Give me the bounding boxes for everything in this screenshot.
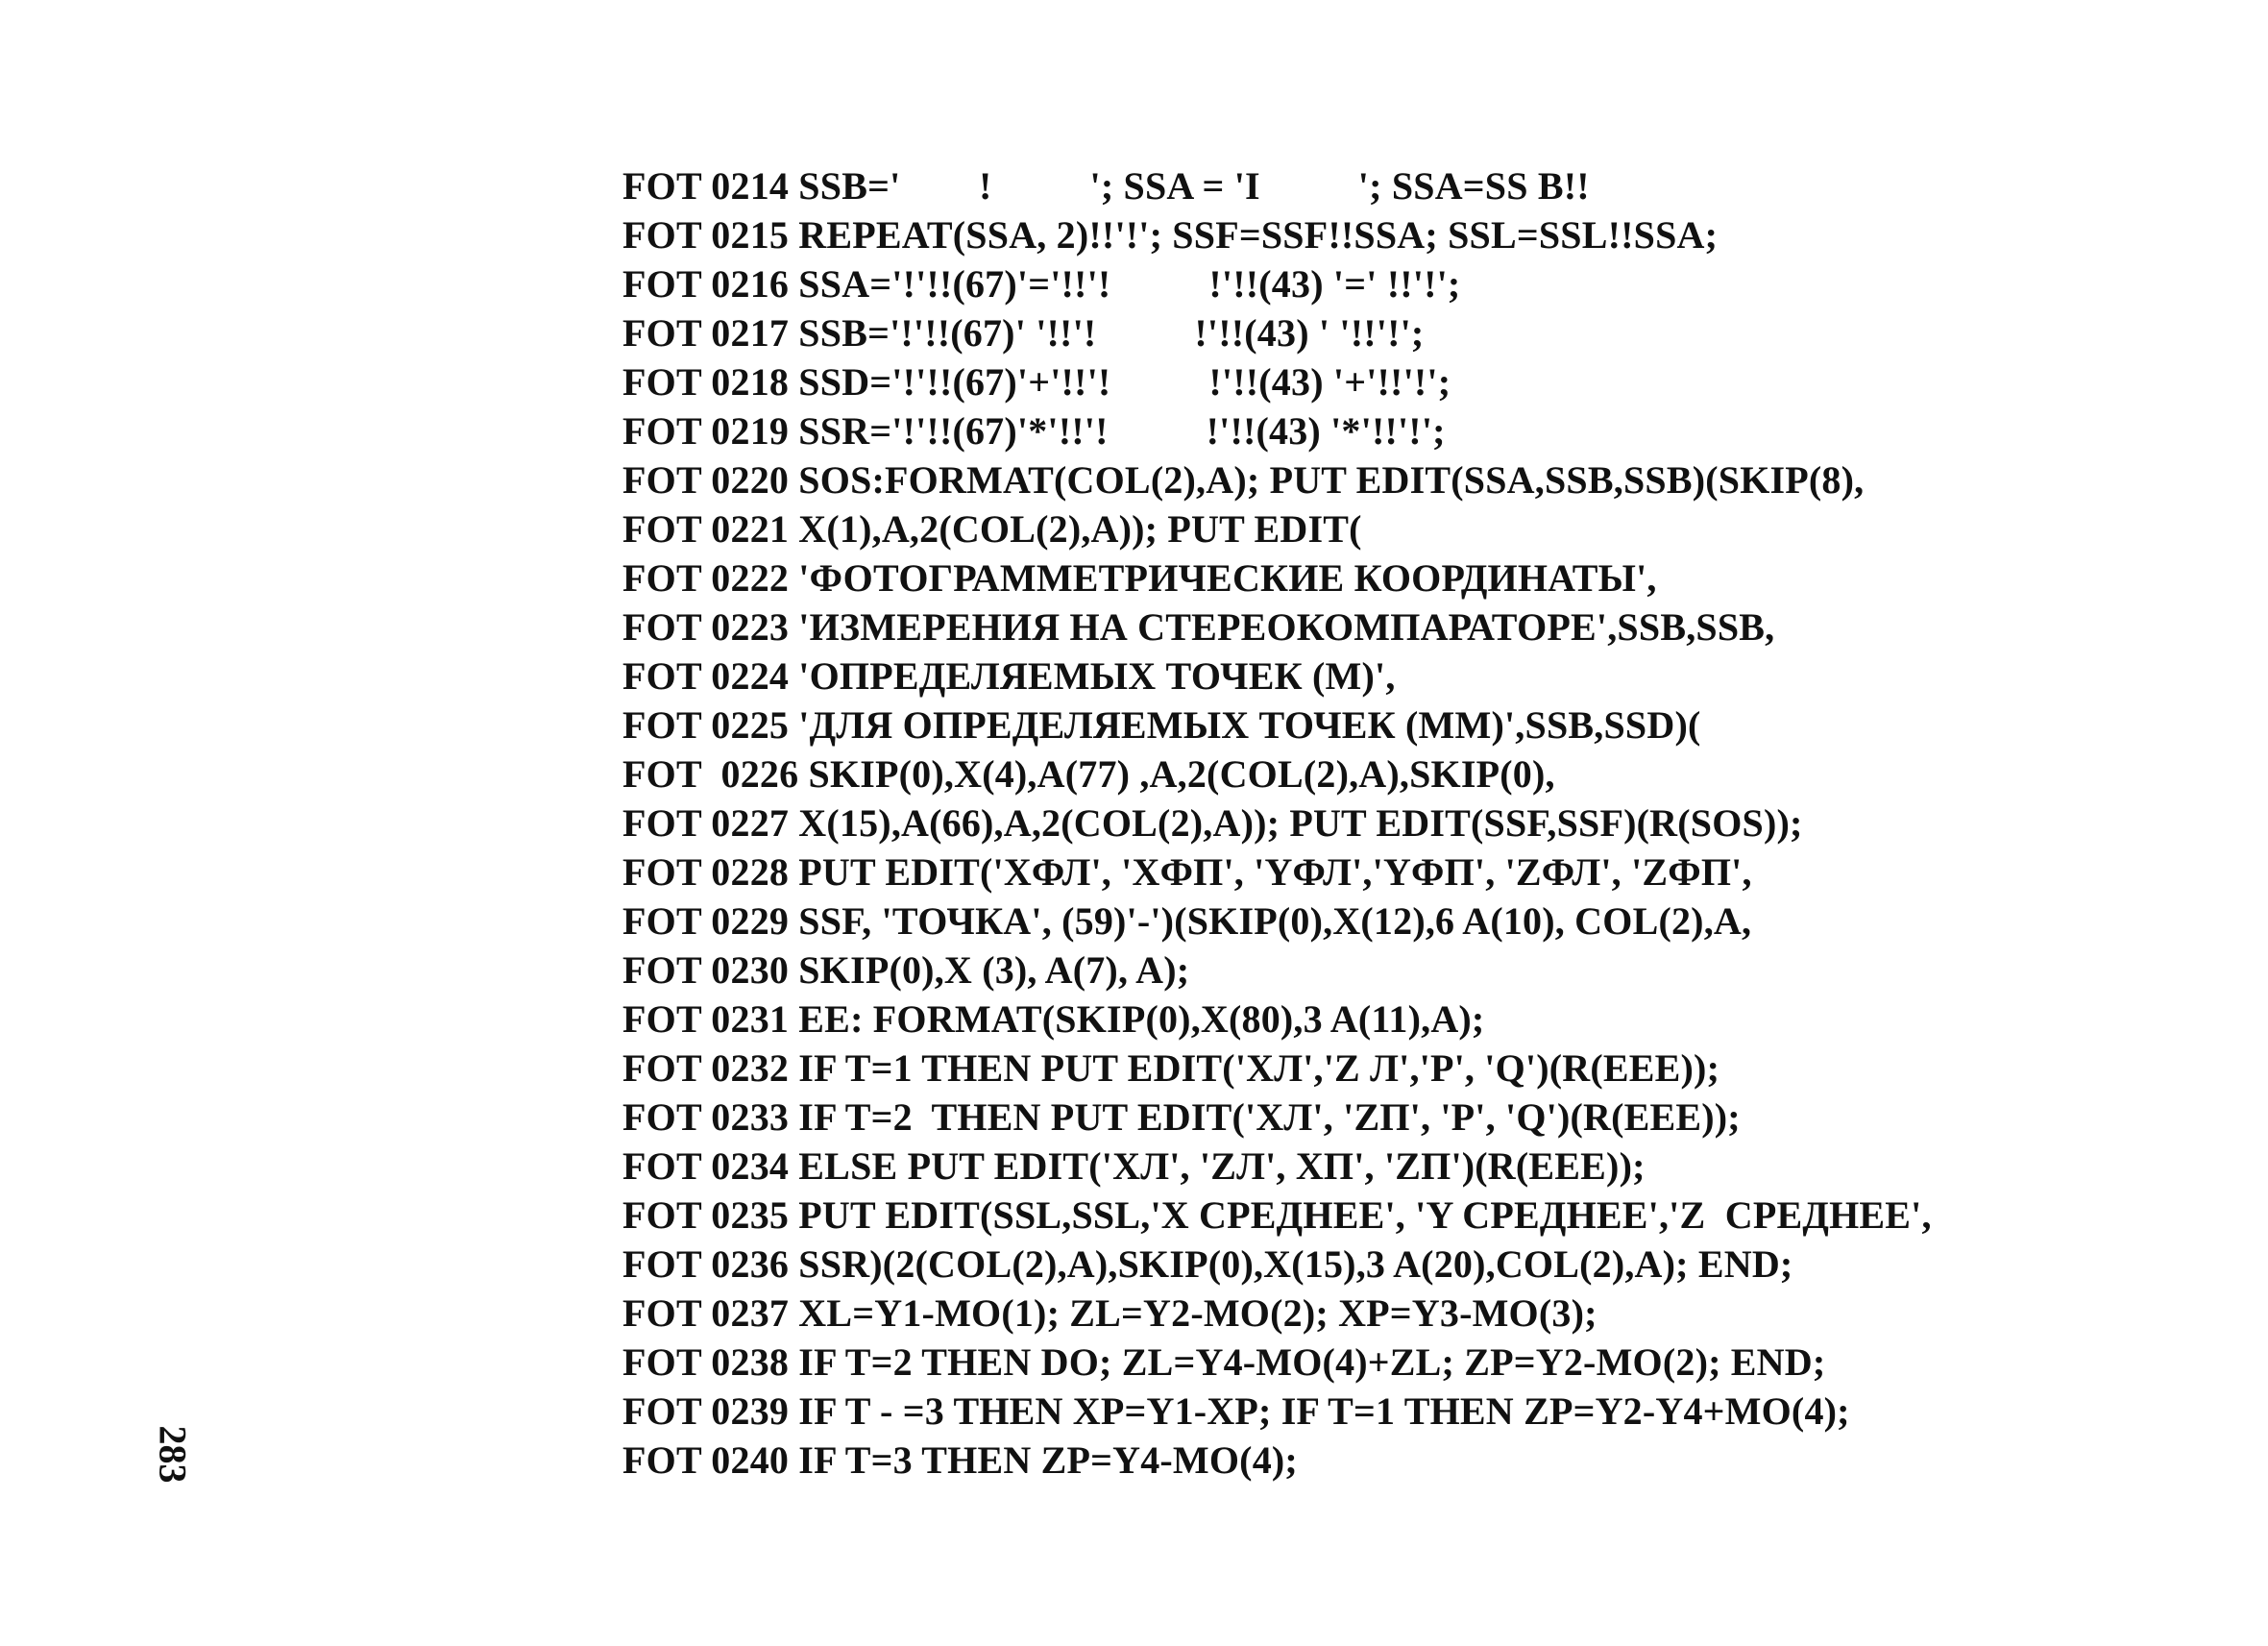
code-line-0225: FOT 0225 'ДЛЯ ОПРЕДЕЛЯЕМЫХ ТОЧЕК (ММ)',SSB,SSD)( — [622, 703, 1701, 747]
code-line-0228: FOT 0228 PUT EDIT('XФЛ', 'XФП', 'YФЛ','YФП', 'ZФЛ', 'ZФП', — [622, 850, 1752, 894]
code-line-0227: FOT 0227 X(15),A(66),A,2(COL(2),A)); PUT EDIT(SSF,SSF)(R(SOS)); — [622, 801, 1803, 845]
code-line-0232: FOT 0232 IF T=1 THEN PUT EDIT('XЛ','Z Л','P', 'Q')(R(EEE)); — [622, 1046, 1720, 1090]
code-line-0223: FOT 0223 'ИЗМЕРЕНИЯ НА СТЕРЕОКОМПАРАТОРЕ',SSB,SSB, — [622, 605, 1775, 649]
code-line-0239: FOT 0239 IF T - =3 THEN XP=Y1-XP; IF T=1 THEN ZP=Y2-Y4+MO(4); — [622, 1389, 1850, 1433]
code-line-0234: FOT 0234 ELSE PUT EDIT('XЛ', 'ZЛ', XП', 'ZП')(R(EEE)); — [622, 1144, 1646, 1188]
program-listing — [622, 161, 2256, 1485]
code-line-0224: FOT 0224 'ОПРЕДЕЛЯЕМЫХ ТОЧЕК (М)', — [622, 654, 1396, 698]
code-line-0238: FOT 0238 IF T=2 THEN DO; ZL=Y4-MO(4)+ZL; ZP=Y2-MO(2); END; — [622, 1340, 1826, 1384]
code-line-0240: FOT 0240 IF T=3 THEN ZP=Y4-MO(4); — [622, 1438, 1298, 1482]
code-line-0214: FOT 0214 SSB=' ! '; SSA = 'I '; SSA=SS B!! — [622, 164, 1590, 208]
code-line-0231: FOT 0231 EE: FORMAT(SKIP(0),X(80),3 A(11),A); — [622, 997, 1485, 1041]
code-line-0222: FOT 0222 'ФОТОГРАММЕТРИЧЕСКИЕ КООРДИНАТЫ', — [622, 556, 1657, 600]
code-line-0220: FOT 0220 SOS:FORMAT(COL(2),A); PUT EDIT(SSA,SSB,SSB)(SKIP(8), — [622, 458, 1865, 502]
code-line-0217: FOT 0217 SSB='!'!!(67)' '!!'! !'!!(43) ' '!!'!'; — [622, 311, 1425, 355]
code-line-0236: FOT 0236 SSR)(2(COL(2),A),SKIP(0),X(15),3 A(20),COL(2),A); END; — [622, 1242, 1793, 1286]
code-line-0221: FOT 0221 X(1),A,2(COL(2),A)); PUT EDIT( — [622, 507, 1362, 551]
code-line-0226: FOT 0226 SKIP(0),X(4),A(77) ,A,2(COL(2),A),SKIP(0), — [622, 752, 1555, 796]
code-line-0230: FOT 0230 SKIP(0),X (3), A(7), A); — [622, 948, 1190, 992]
code-line-0233: FOT 0233 IF T=2 THEN PUT EDIT('XЛ', 'ZП', 'P', 'Q')(R(EEE)); — [622, 1095, 1741, 1139]
code-line-0216: FOT 0216 SSA='!'!!(67)'='!!'! !'!!(43) '=' !!'!'; — [622, 262, 1461, 306]
code-line-0235: FOT 0235 PUT EDIT(SSL,SSL,'X СРЕДНЕЕ', 'Y СРЕДНЕЕ','Z СРЕДНЕЕ', — [622, 1193, 1932, 1237]
code-line-0215: FOT 0215 REPEAT(SSA, 2)!!'!'; SSF=SSF!!SSA; SSL=SSL!!SSA; — [622, 213, 1719, 257]
code-line-0219: FOT 0219 SSR='!'!!(67)'*'!!'! !'!!(43) '*'!!'!'; — [622, 409, 1446, 453]
page-number: 283 — [151, 1425, 195, 1484]
code-line-0237: FOT 0237 XL=Y1-MO(1); ZL=Y2-MO(2); XP=Y3-MO(3); — [622, 1291, 1597, 1335]
code-line-0218: FOT 0218 SSD='!'!!(67)'+'!!'! !'!!(43) '+'!!'!'; — [622, 360, 1451, 404]
code-line-0229: FOT 0229 SSF, 'ТОЧКА', (59)'-')(SKIP(0),X(12),6 A(10), COL(2),A, — [622, 899, 1752, 943]
